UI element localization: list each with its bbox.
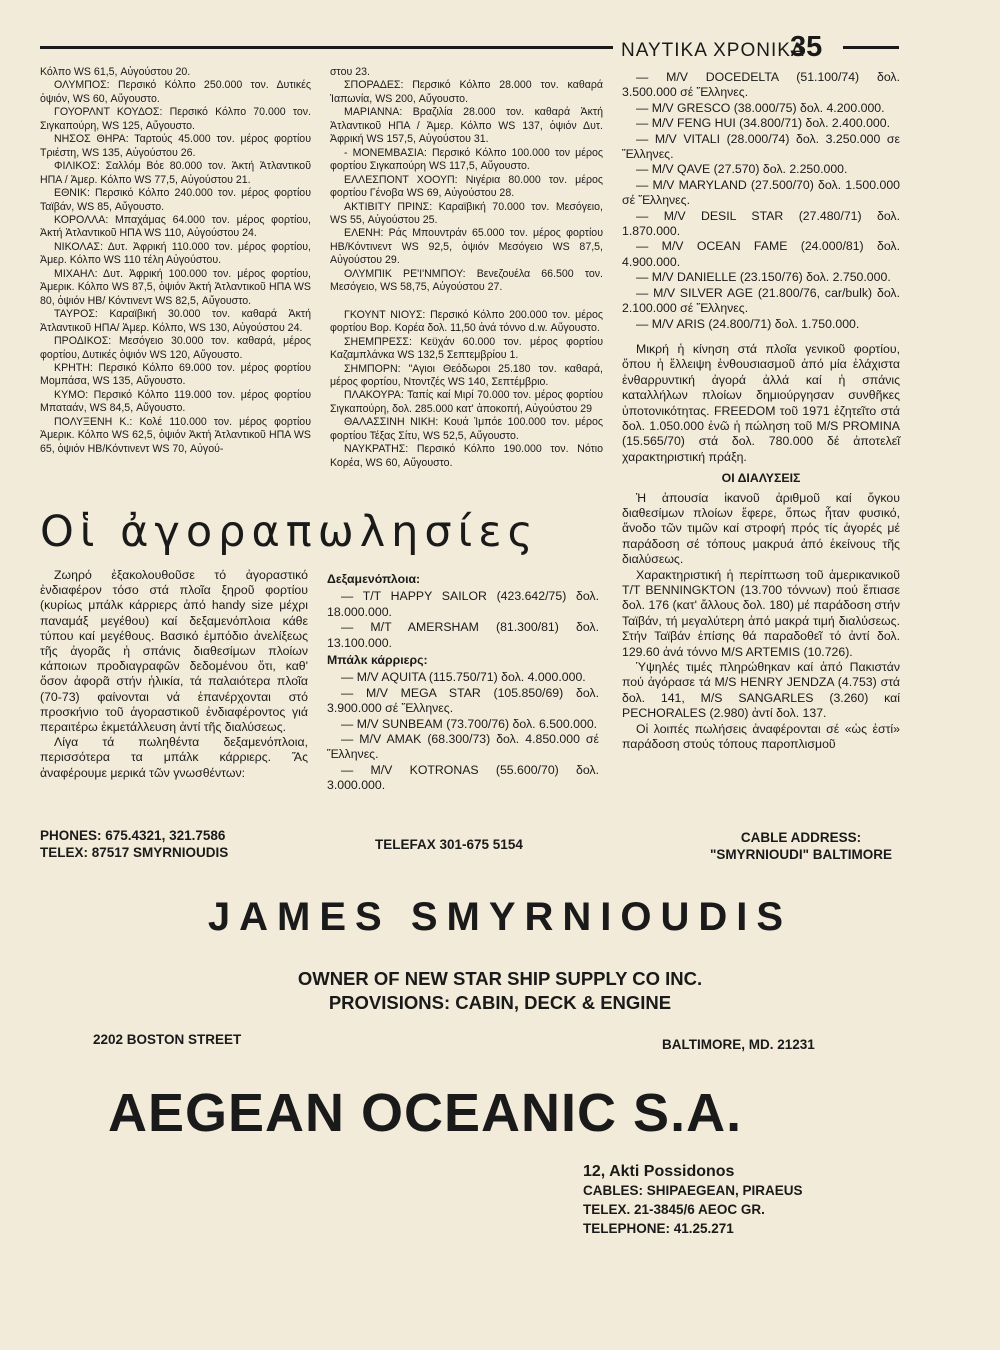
ad-cable-value: "SMYRNIOUDI" BALTIMORE: [710, 847, 893, 862]
ad-telefax: TELEFAX 301-675 5154: [375, 837, 523, 852]
bulk-entry: — M/V MEGA STAR (105.850/69) δολ. 3.900.000 σέ Ἕλληνες.: [327, 685, 599, 716]
bulk-heading: Μπάλκ κάρριερς:: [327, 653, 428, 668]
sale-entry: — M/V QAVE (27.570) δολ. 2.250.000.: [636, 162, 848, 177]
bulk-entry: — M/V AMAK (68.300/73) δολ. 4.850.000 σέ Ἕλληνες.: [327, 732, 599, 762]
scrap-section-title: ΟΙ ΔΙΑΛΥΣΕΙΣ: [721, 471, 801, 486]
sale-entry: — M/V DANIELLE (23.150/76) δολ. 2.750.000.: [636, 270, 891, 285]
sale-entry: — M/V VITALI (28.000/74) δολ. 3.250.000 σε Ἕλληνες.: [622, 131, 900, 162]
charter-entry: ΟΛΥΜΠΙΚ ΡΕ'Ι'ΝΜΠΟΥ: Βενεζουέλα 66.500 τον. Μεσόγειο, WS 58,75, Αὐγούστου 27.: [330, 267, 603, 294]
charter-entry: ΓΚΟΥΝΤ ΝΙΟΥΣ: Περσικό Κόλπο 200.000 τον. μέρος φορτίου Βορ. Κορέα δολ. 11,50 ἀνά τόννο d.w. Αὔγουστο.: [330, 308, 603, 335]
ad-provisions-line: PROVISIONS: CABIN, DECK & ENGINE: [328, 992, 672, 1013]
ad-street: 2202 BOSTON STREET: [93, 1032, 242, 1047]
ad-owner-line: OWNER OF NEW STAR SHIP SUPPLY CO INC.: [297, 968, 703, 989]
aegean-address: 12, Akti Possidonos: [583, 1163, 735, 1180]
scrap-paragraph: Ἡ ἀπουσία ἱκανοῦ ἀριθμοῦ καί ὄγκου διαθεσίμων πλοίων ἔφερε, ὅπως ἦταν φυσικό, ἄνοδο τῶν τιμῶν καί στροφή πρός τίς ἀγορές μέ παράδοση σέ τόπους μακρυά ἀπό ἐκείνους τῆς διαλύσεως.: [622, 490, 900, 567]
ad-city: BALTIMORE, MD. 21231: [662, 1037, 815, 1052]
page-number: 35: [790, 31, 823, 63]
sale-entry: — M/V FENG HUI (34.800/71) δολ. 2.400.000.: [636, 116, 891, 131]
ad-cable: [710, 829, 892, 863]
charter-entry: ΠΛΑΚΟΥΡΑ: Ταπίς καί Μιρί 70.000 τον. μέρος φορτίου Σιγκαπούρη, δολ. 285.000 κατ' ἀποκοπή, Αὐγούστου 29: [330, 389, 603, 415]
charter-entry: ΠΡΟΔΙΚΟΣ: Μεσόγειο 30.000 τον. καθαρά, μέρος φορτίου, Δυτικές ὀψιόν WS 120, Αὔγουστο.: [40, 335, 311, 361]
sales-vessels-column: [327, 570, 599, 794]
charter-entry: στου 23.: [330, 66, 370, 78]
bulk-entry: — M/V KOTRONAS (55.600/70) δολ. 3.000.000.: [327, 762, 599, 793]
scrap-paragraph: Ὑψηλές τιμές πληρώθηκαν καί ἀπό Πακιστάν πού ἀγόρασε τά M/S HENRY JENDZA (4.753) στά δολ. 141, M/S SANGARLES (3.260) καί PECHORALES (2.980) ἀντί δολ. 137.: [622, 660, 900, 721]
charter-entry: ΝΑΥΚΡΑΤΗΣ: Περσικό Κόλπο 190.000 τον. Νότιο Κορέα, WS 60, Αὔγουστο.: [330, 443, 603, 469]
charter-entry: ΚΟΡΟΛΛΑ: Μπαχάμας 64.000 τον. μέρος φορτίου, Ἀκτή Ἀτλαντικοῦ ΗΠΑ WS 110, Αὐγούστου 24.: [40, 213, 311, 240]
sale-entry: — M/V DESIL STAR (27.480/71) δολ. 1.870.000.: [622, 208, 900, 239]
ad-phones: [40, 827, 228, 861]
aegean-cables: CABLES: SHIPAEGEAN, PIRAEUS: [583, 1183, 803, 1198]
aegean-address-block: [583, 1162, 803, 1238]
sale-entry: — M/V OCEAN FAME (24.000/81) δολ. 4.900.000.: [622, 239, 900, 269]
charter-column-1: [40, 66, 311, 456]
tankers-heading: Δεξαμενόπλοια:: [327, 572, 421, 586]
ad-telex-line: TELEX: 87517 SMYRNIOUDIS: [40, 845, 229, 860]
charter-entry: ΕΘΝΙΚ: Περσικό Κόλπο 240.000 τον. μέρος φορτίου Ταϊβάν, WS 85, Αὔγουστο.: [40, 187, 311, 213]
header-rule-left: [40, 46, 613, 49]
charter-entry: ΜΑΡΙΑΝΝΑ: Βραζιλία 28.000 τον. καθαρά Ἀκτή Ἀτλαντικοῦ ΗΠΑ / Ἀμερ. Κόλπο WS 137, ὀψιόν Δυτ. Ἀφρική WS 157,5, Αὐγούστου 31.: [330, 106, 603, 146]
charter-entry: ΑΚΤΙΒΙΤΥ ΠΡΙΝΣ: Καραϊβική 70.000 τον. Μεσόγειο, WS 55, Αὐγούστου 25.: [330, 200, 603, 226]
tanker-entry: — T/T HAPPY SAILOR (423.642/75) δολ. 18.000.000.: [327, 589, 599, 619]
charter-entry: Κόλπο WS 61,5, Αὐγούστου 20.: [40, 66, 191, 78]
bulk-entry: — M/V AQUITA (115.750/71) δολ. 4.000.000.: [341, 670, 586, 685]
charter-entry: ΜΙΧΑΗΛ: Δυτ. Ἀφρική 100.000 τον. μέρος φορτίου, Ἀμερικ. Κόλπο WS 87,5, ὀψιόν Ἀκτή Ἀτλαντικοῦ ΗΠΑ WS 80, ὀψιόν ΗΒ/ Κόντινεντ WS 82,5, Αὔγουστο.: [40, 267, 311, 307]
charter-entry: - ΜΟΝΕΜΒΑΣΙΑ: Περσικό Κόλπο 100.000 τον μέρος φορτίου Σιγκαπούρη WS 117,5, Αὔγουστο.: [330, 146, 603, 173]
bulk-entry: — M/V SUNBEAM (73.700/76) δολ. 6.500.000.: [341, 716, 598, 731]
scrap-paragraph: Οἱ λοιπές πωλήσεις ἀναφέρονται σέ «ὡς ἐστί» παράδοση στούς τόπους παροπλισμοῦ: [622, 721, 900, 752]
general-cargo-paragraph: Μικρή ἡ κίνηση στά πλοῖα γενικοῦ φορτίου, ὅπου ἡ ἔλλειψη ἐνθουσιασμοῦ ἀπό μία ἐλάχιστα ἐνθαρρυντική ἀγορά ἀλλά καί ἡ σπάνις καταλλήλων πλοίων δημιούργησαν συνθῆκες ὑποτονικότητας. FREEDOM τοῦ 1971 ἐζητεῖτο στά δολ. 1.050.000 ἐνῶ ἡ πώληση τοῦ M/S PROMINA (15.565/70) στά δολ. 780.000 δέ ἀποτελεῖ χαρακτηριστική πράξη.: [622, 341, 900, 464]
charter-entry: ΕΛΕΝΗ: Ράς Μπουντράν 65.000 τον. μέρος φορτίου ΗΒ/Κόντινεντ WS 92,5, ὀψιόν Μεσόγειο WS 87,5, Αὐγούστου 29.: [330, 227, 603, 267]
sale-entry: — M/V ARIS (24.800/71) δολ. 1.750.000.: [636, 316, 860, 331]
sale-entry: — M/V DOCEDELTA (51.100/74) δολ. 3.500.000 σέ Ἕλληνες.: [622, 70, 900, 100]
charter-entry: ΦΙΛΙΚΟΣ: Σαλλόμ Βόε 80.000 τον. Ἀκτή Ἀτλαντικοῦ ΗΠΑ / Ἀμερ. Κόλπο WS 77,5, Αὐγούστου 21.: [40, 160, 311, 186]
ad-cable-label: CABLE ADDRESS:: [740, 830, 862, 845]
aegean-company-name: AEGEAN OCEANIC S.A.: [108, 1083, 743, 1143]
tanker-entry: — M/T AMERSHAM (81.300/81) δολ. 13.100.000.: [327, 620, 599, 650]
charter-entry: ΝΗΣΟΣ ΘΗΡΑ: Ταρτούς 45.000 τον. μέρος φορτίου Τριέστη, WS 135, Αὐγούστου 26.: [40, 133, 311, 159]
charter-entry: ΚΡΗΤΗ: Περσικό Κόλπο 69.000 τον. μέρος φορτίου Μομπάσα, WS 135, Αὔγουστο.: [40, 361, 311, 388]
sales-list-column-3: [622, 70, 900, 752]
sale-entry: — M/V MARYLAND (27.500/70) δολ. 1.500.000 σέ Ἕλληνες.: [622, 177, 900, 208]
charter-entry: ΣΗΜΠΟΡΝ: "Αγιοι Θεόδωροι 25.180 τον. καθαρά, μέρος φορτίου, Ντοντζές WS 140, Σεπτέμβριο.: [330, 362, 603, 388]
header-rule-right: [843, 46, 899, 49]
sale-entry: — M/V GRESCO (38.000/75) δολ. 4.200.000.: [636, 100, 885, 115]
charter-entry: ΟΛΥΜΠΟΣ: Περσικό Κόλπο 250.000 τον. Δυτικές ὀψιόν, WS 60, Αὔγουστο.: [40, 79, 311, 105]
ad-owner-block: [0, 967, 1000, 1015]
ad-company-name: JAMES SMYRNIOUDIS: [207, 895, 793, 939]
aegean-telephone: TELEPHONE: 41.25.271: [583, 1221, 734, 1236]
charter-entry: ΘΑΛΑΣΣΙΝΗ ΝΙΚΗ: Κουά Ἰμπόε 100.000 τον. μέρος φορτίου Τέξας Σίτυ, WS 52,5, Αὔγουστο.: [330, 416, 603, 442]
sale-entry: — M/V SILVER AGE (21.800/76, car/bulk) δολ. 2.100.000 σέ Ἕλληνες.: [622, 285, 900, 316]
ad-phones-line: PHONES: 675.4321, 321.7586: [40, 828, 226, 843]
charter-entry: ΓΟΥΟΡΛΝΤ ΚΟΥΔΟΣ: Περσικό Κόλπο 70.000 τον. Σιγκαπούρη, WS 125, Αὔγουστο.: [40, 106, 311, 132]
sales-paragraph: Λίγα τά πωληθέντα δεξαμενόπλοια, περισσότερα τα μπάλκ κάρριερς. Ἄς ἀναφέρουμε μερικά τῶν γνωσθέντων:: [40, 735, 308, 780]
charter-entry: ΝΙΚΟΛΑΣ: Δυτ. Ἀφρική 110.000 τον. μέρος φορτίου, Ἀμερ. Κόλπο WS 110 τέλη Αὐγούστου.: [40, 240, 311, 267]
charter-entry: ΚΥΜΟ: Περσικό Κόλπο 119.000 τον. μέρος φορτίου Μπαταάν, WS 84,5, Αὔγουστο.: [40, 388, 311, 415]
scrap-paragraph: Χαρακτηριστική ἡ περίπτωση τοῦ ἀμερικανικοῦ T/T BENNINGKTON (13.700 τόννων) πού ἔπιασε δολ. 176 (κατ' ἄλλους δολ. 180) μέ παράδοση στήν Ταϊβάν, τή μεγαλύτερη ἀπό μακρά τιμή διαλύσεως. Στήν Ταϊβάν ἐπίσης θά παραδοθεῖ τό ἀντί δολ. 129.60 ἀνά τόννο M/S ARTEMIS (10.726).: [622, 567, 900, 659]
charter-entry: ΣΗΕΜΠΡΕΣΣ: Κεϋχάν 60.000 τον. μέρος φορτίου Καζαμπλάνκα WS 132,5 Σεπτεμβρίου 1.: [330, 335, 603, 362]
charter-entry: ΤΑΥΡΟΣ: Καραϊβική 30.000 τον. καθαρά Ἀκτή Ἀτλαντικοῦ ΗΠΑ/ Ἀμερ. Κόλπο, WS 130, Αὐγούστου 24.: [40, 308, 311, 334]
charter-entry: ΣΠΟΡΑΔΕΣ: Περσικό Κόλπο 28.000 τον. καθαρά Ἰαπωνία, WS 200, Αὔγουστο.: [330, 79, 603, 105]
charter-column-2: [330, 66, 603, 470]
sales-paragraph: Ζωηρό ἐξακολουθοῦσε τό ἀγοραστικό ἐνδιαφέρον τόσο στά πλοῖα ξηροῦ φορτίου (κυρίως μπάλκ κάρριερς ἀπό handy size μέχρι παναμάξ μεγέθου) καί δεξαμενόπλοια κάθε τύπου καί μεγέθους. Βασικό ἐμπόδιο ἀνελίξεως τῆς ἀγορᾶς ἡ σπάνις διαθεσίμων πλοίων κάποιων προδιαγραφῶν δεδομένου ὅτι, καθ' ὅσον ἀφορᾶ στήν ἡλικία, τά παλαιότερα πλοῖα (70-73) φαίνονται νά ἐπανέρχονται στό προσκήνιο τοῦ ἀγοραστικοῦ ἐνδιαφέροντος γιά περαιτέρω ἐκμετάλλευση ἀντί τῆς διαλύσεως.: [40, 568, 308, 735]
section-title: Οἱ ἀγοραπωλησίες: [40, 507, 539, 557]
charter-entry: ΕΛΛΕΣΠΟΝΤ ΧΟΟΥΠ: Νιγέρια 80.000 τον. μέρος φορτίου Γένοβα WS 69, Αὐγούστου 28.: [330, 173, 603, 200]
sales-intro-column: [40, 568, 308, 781]
charter-entry: ΠΟΛΥΞΕΝΗ Κ.: Κολέ 110.000 τον. μέρος φορτίου Ἀμερικ. Κόλπο WS 62,5, ὀψιόν Ἀκτή Ἀτλαντικοῦ ΗΠΑ WS 65, ὀψιόν ΗΒ/Κόντινεντ WS 70, Αὐγού-: [40, 415, 311, 455]
magazine-title: ΝΑΥΤΙΚΑ ΧΡΟΝΙΚΑ: [621, 40, 805, 61]
aegean-telex: TELEX. 21-3845/6 AEOC GR.: [583, 1202, 765, 1217]
